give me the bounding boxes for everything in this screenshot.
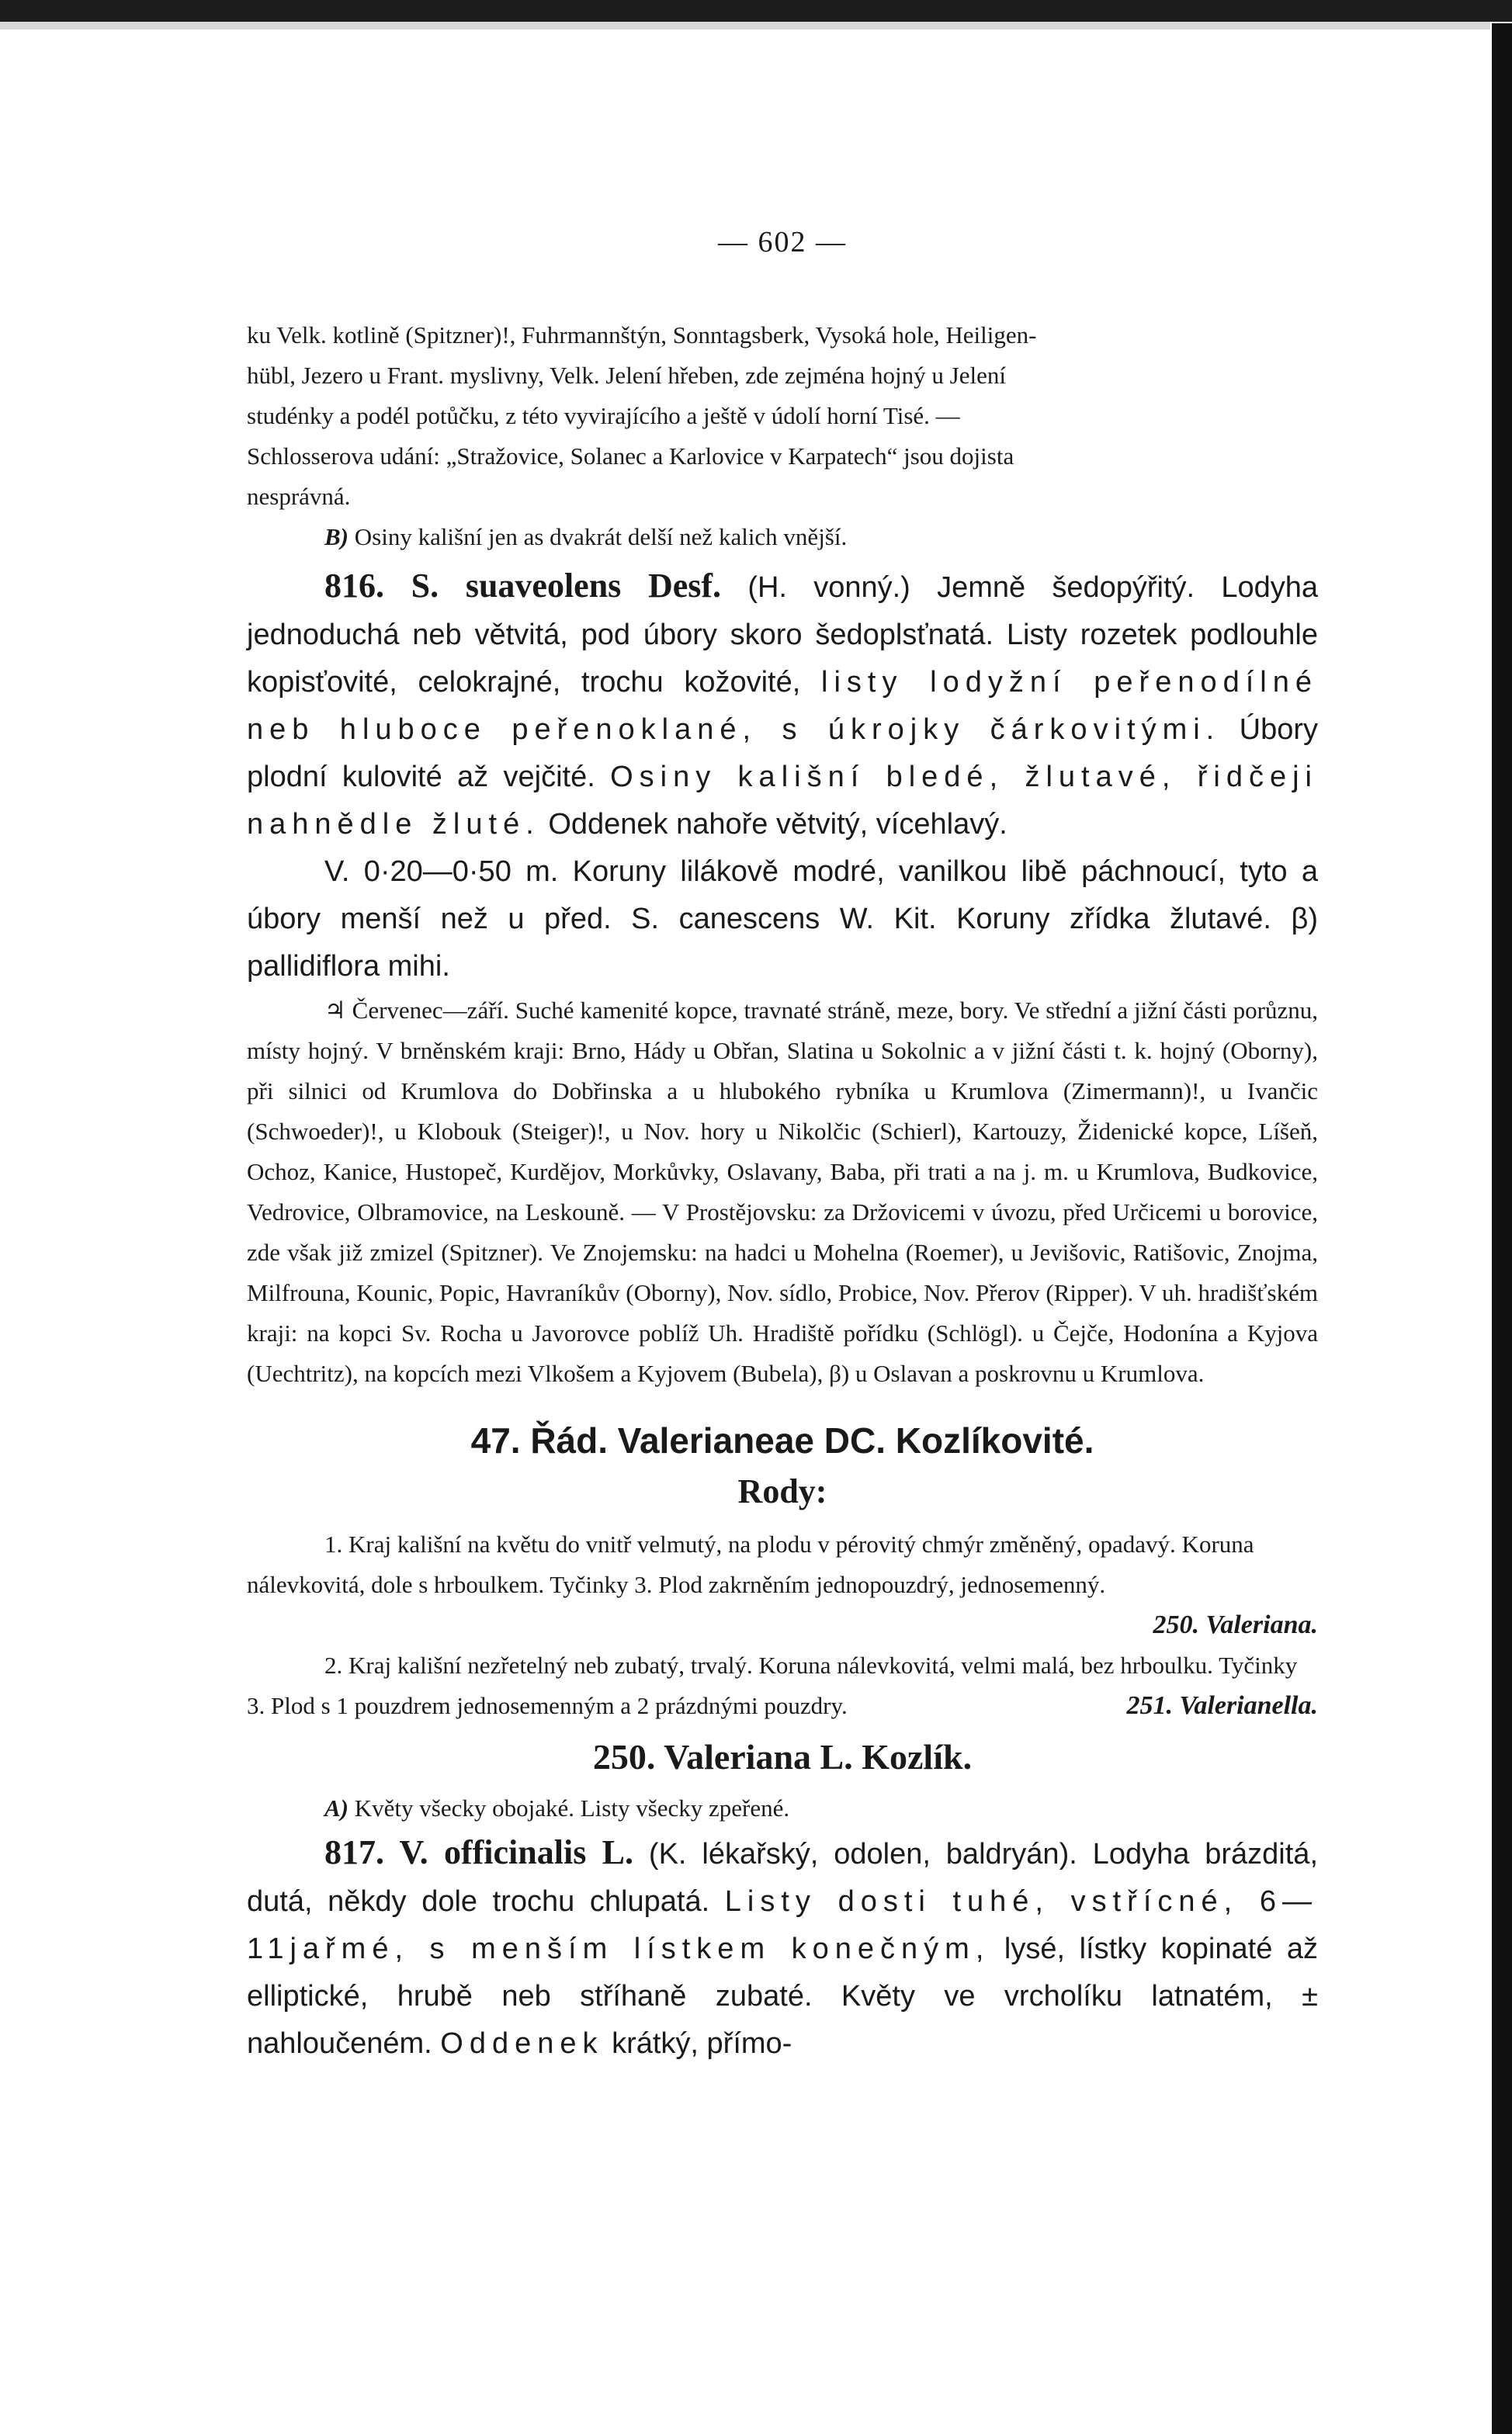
species-817-name: 817. V. officinalis L. <box>324 1833 634 1871</box>
scan-top-margin <box>0 22 1490 29</box>
subsection-a-line <box>247 1788 1318 1829</box>
subsection-a-text: Květy všecky obojaké. Listy všecky zpeřené. <box>354 1794 790 1822</box>
habitat-text: ♃ Červenec—září. Suché kamenité kopce, travnaté stráně, meze, bory. Ve střední a jižní části porůznu, místy hojný. V brněnském kraji: Brno, Hády u Obřan, Slatina u Sokolnic a v jižní části t. k. hojný (Oborny), při silnici od Krumlova do Dobřinska a u hlubokého rybníka u Krumlova (Zimermann)!, u Ivančic (Schwoeder)!, u Klobouk (Steiger)!, u Nov. hory u Nikolčic (Schierl), Kartouzy, Židenické kopce, Líšeň, Ochoz, Kanice, Hustopeč, Kurdějov, Morkůvky, Oslavany, Baba, při trati a na j. m. u Krumlova, Budkovice, Vedrovice, Olbramovice, na Leskouně. — V Prostějovsku: za Držovicemi v úvozu, před Určicemi u borovice, zde však již zmizel (Spitzner). Ve Znojemsku: na hadci u Mohelna (Roemer), u Jevišovic, Ratišovic, Znojma, Milfrouna, Kounic, Popic, Havraníkův (Oborny), Nov. sídlo, Probice, Nov. Přerov (Ripper). V uh. hradišťském kraji: na kopci Sv. Rocha u Javorovce poblíž Uh. Hradiště pořídku (Schlögl). u Čejče, Hodonína a Kyjova (Uechtritz), na kopcích mezi Vlkošem a Kyjovem (Bubela), β) u Oslavan a poskrovnu u Krumlova. <box>247 997 1318 1387</box>
text-line: studénky a podél potůčku, z této vyvirajícího a ještě v údolí horní Tisé. — <box>247 402 960 429</box>
scan-right-edge <box>1492 23 1512 2434</box>
species-817-spaced-1: Listy dosti tuhé, vstřícné, 6—11jařmé, s menším lístkem konečným, <box>247 1885 1318 1965</box>
species-816-common: (H. vonný.) <box>747 571 910 604</box>
species-816-spaced-1: listy lodyžní peřenodílné neb hluboce peřenoklané, s úkrojky čárkovitými. <box>247 666 1319 746</box>
top-block <box>247 315 1318 557</box>
order-heading: 47. Řád. Valerianeae DC. Kozlíkovité. <box>470 1420 1094 1461</box>
text-line: nesprávná. <box>247 483 351 510</box>
text-line: hübl, Jezero u Frant. myslivny, Velk. Jelení hřeben, zde zejména hojný u Jelení <box>247 362 1006 389</box>
species-817 <box>247 1829 1318 2068</box>
key-item-1 <box>247 1524 1318 1645</box>
species-817-text-3: krátký, přímo- <box>603 2027 792 2060</box>
species-816-beta: β) pallidiflora mihi. <box>247 903 1319 983</box>
species-816-description <box>247 562 1318 848</box>
subsection-a-label: A) <box>324 1794 349 1822</box>
genera-key <box>247 1524 1318 1726</box>
species-816-habitat <box>247 990 1318 1394</box>
scan-top-edge <box>0 0 1512 22</box>
key-item-1-result: 250. Valeriana. <box>1153 1611 1318 1639</box>
species-817-spaced-2: Oddenek <box>440 2027 604 2060</box>
species-816 <box>247 562 1318 990</box>
species-816-text-3: Oddenek nahoře větvitý, vícehlavý. <box>539 808 1007 841</box>
species-817-text-2: lysé, lístky kopinaté až elliptické, hrubě neb stříhaně zubaté. Květy ve vrcholíku latnatém, ± nahloučeném. <box>247 1933 1318 2060</box>
subsection-b <box>247 517 1318 557</box>
genera-heading: Rody: <box>737 1472 827 1510</box>
key-item-2-result: 251. Valerianella. <box>1126 1691 1318 1720</box>
subsection-b-text: Osiny kališní jen as dvakrát delší než kalich vnější. <box>354 523 848 550</box>
key-item-2-text: 2. Kraj kališní nezřetelný neb zubatý, trvalý. Koruna nálevkovitá, velmi malá, bez hrboulku. Tyčinky 3. Plod s 1 pouzdrem jednosemenným a 2 prázdnými pouzdry. <box>247 1652 1298 1719</box>
key-item-1-text: 1. Kraj kališní na květu do vnitř velmutý, na plodu v pérovitý chmýr změněný, opadavý. Koruna nálevkovitá, dole s hrboulkem. Tyčinky 3. Plod zakrněním jednopouzdrý, jednosemenný. <box>247 1531 1254 1598</box>
species-816-text-1: Jemně šedopýřitý. Lodyha jednoduchá neb větvitá, pod úbory skoro šedoplsťnatá. Listy rozetek podlouhle kopisťovité, celokrajné, trochu kožovité, <box>247 571 1319 699</box>
species-816-v <box>247 848 1318 990</box>
text-line: ku Velk. kotlině (Spitzner)!, Fuhrmannštýn, Sonntagsberk, Vysoká hole, Heiligen- <box>247 321 1037 348</box>
species-816-v-text: V. 0·20—0·50 m. Koruny lilákově modré, vanilkou libě páchnoucí, tyto a úbory menší než u před. S. canescens W. Kit. Koruny zřídka žlutavé. <box>247 855 1318 935</box>
species-816-text-2: Úbory plodní kulovité až vejčité. <box>247 713 1319 793</box>
text-line: Schlosserova udání: „Stražovice, Solanec a Karlovice v Karpatech“ jsou dojista <box>247 442 1014 470</box>
species-817-text-1: (K. lékařský, odolen, baldryán). Lodyha brázditá, dutá, někdy dole trochu chlupatá. <box>247 1838 1319 1918</box>
species-816-name: 816. S. suaveolens Desf. <box>324 567 722 605</box>
page-number: — 602 — <box>718 226 847 258</box>
subsection-a <box>247 1788 1318 1829</box>
key-item-2 <box>247 1645 1318 1726</box>
subsection-b-label: B) <box>324 523 349 550</box>
genus-heading: 250. Valeriana L. Kozlík. <box>592 1737 973 1777</box>
page-content <box>247 225 1318 2068</box>
species-817-description <box>247 1829 1318 2068</box>
species-816-spaced-2: Osiny kališní bledé, žlutavé, řidčeji nahnědle žluté. <box>247 761 1318 841</box>
